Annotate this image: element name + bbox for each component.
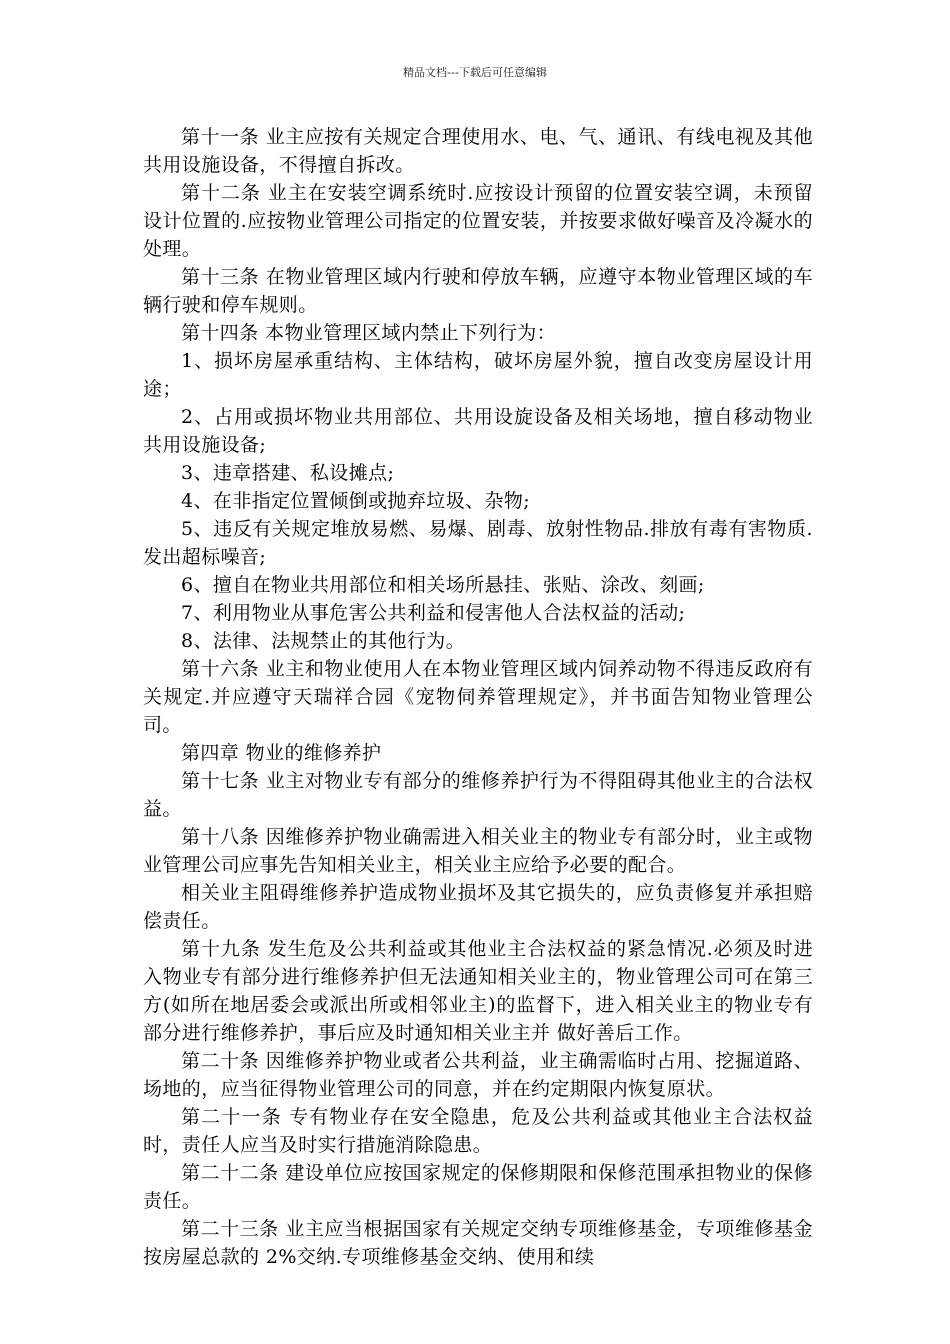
paragraph-article-11: 第十一条 业主应按有关规定合理使用水、电、气、通讯、有线电视及其他共用设施设备，不得擅自拆改。	[143, 126, 813, 176]
list-item-4: 4、在非指定位置倾倒或抛弃垃圾、杂物;	[181, 490, 531, 512]
paragraph-article-22: 第二十二条 建设单位应按国家规定的保修期限和保修范围承担物业的保修责任。	[143, 1162, 813, 1212]
paragraph-article-13: 第十三条 在物业管理区域内行驶和停放车辆，应遵守本物业管理区域的车辆行驶和停车规则。	[143, 266, 813, 316]
paragraph-article-20: 第二十条 因维修养护物业或者公共利益，业主确需临时占用、挖掘道路、场地的，应当征得物业管理公司的同意，并在约定期限内恢复原状。	[143, 1050, 813, 1100]
list-item-1: 1、损坏房屋承重结构、主体结构，破坏房屋外貌，擅自改变房屋设计用途；	[143, 350, 813, 400]
list-item-6: 6、擅自在物业共用部位和相关场所悬挂、张贴、涂改、刻画;	[181, 574, 705, 596]
paragraph-article-16: 第十六条 业主和物业使用人在本物业管理区域内饲养动物不得违反政府有关规定.并应遵守天瑞祥合园《宠物伺养管理规定》，并书面告知物业管理公司。	[143, 658, 813, 736]
paragraph-article-19: 第十九条 发生危及公共利益或其他业主合法权益的紧急情况.必须及时进入物业专有部分进行维修养护但无法通知相关业主的，物业管理公司可在第三方(如所在地居委会或派出所或相邻业主)的监督下，进入相关业主的物业专有部分进行维修养护，事后应及时通知相关业主并 做好善后工作。	[143, 938, 813, 1044]
paragraph-article-18-cont: 相关业主阻碍维修养护造成物业损坏及其它损失的，应负责修复并承担赔偿责任。	[143, 882, 813, 932]
page-header: 精品文档---下载后可任意编辑	[403, 66, 547, 79]
paragraph-article-23: 第二十三条 业主应当根据国家有关规定交纳专项维修基金，专项维修基金按房屋总款的 2%交纳.专项维修基金交纳、使用和续	[143, 1218, 813, 1268]
paragraph-article-17: 第十七条 业主对物业专有部分的维修养护行为不得阻碍其他业主的合法权益。	[143, 770, 813, 820]
chapter-heading: 第四章 物业的维修养护	[181, 742, 382, 764]
paragraph-article-14: 第十四条 本物业管理区域内禁止下列行为：	[181, 322, 557, 344]
document-body	[143, 123, 813, 1271]
paragraph-article-12: 第十二条 业主在安装空调系统时.应按设计预留的位置安装空调，未预留设计位置的.应按物业管理公司指定的位置安装，并按要求做好噪音及冷凝水的处理。	[143, 182, 813, 260]
list-item-7: 7、利用物业从事危害公共利益和侵害他人合法权益的活动;	[181, 602, 686, 624]
list-item-2: 2、占用或损坏物业共用部位、共用设旋设备及相关场地，擅自移动物业共用设施设备;	[143, 406, 813, 456]
list-item-5: 5、违反有关规定堆放易燃、易爆、剧毒、放射性物品.排放有毒有害物质.发出超标噪音;	[143, 518, 813, 568]
list-item-8: 8、法律、法规禁止的其他行为。	[181, 630, 466, 652]
list-item-3: 3、违章搭建、私设摊点;	[181, 462, 395, 484]
paragraph-article-21: 第二十一条 专有物业存在安全隐患，危及公共利益或其他业主合法权益时，责任人应当及时实行措施消除隐患。	[143, 1106, 813, 1156]
paragraph-article-18: 第十八条 因维修养护物业确需进入相关业主的物业专有部分时，业主或物业管理公司应事先告知相关业主，相关业主应给予必要的配合。	[143, 826, 813, 876]
